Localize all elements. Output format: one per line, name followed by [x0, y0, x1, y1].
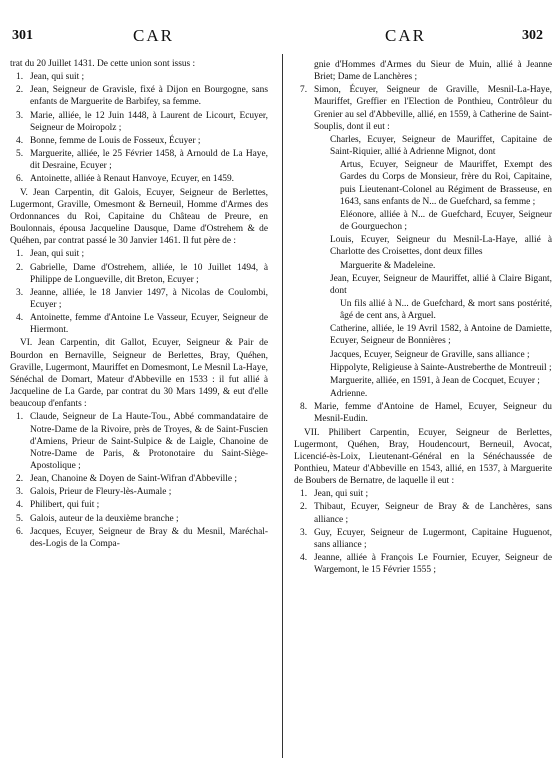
item-number: 4. [16, 135, 24, 146]
item-text: Antoinette, alliée à Renaut Hanvoye, Ecuyer, en 1459. [30, 174, 234, 185]
list-item [10, 84, 268, 108]
item-text: Guy, Ecuyer, Seigneur de Lugermont, Capitaine Huguenot, sans alliance ; [314, 527, 552, 550]
list-item [10, 526, 268, 550]
item-number: 6. [16, 526, 24, 537]
item-number: 1. [16, 72, 24, 83]
item-number: 7. [300, 85, 308, 96]
genealogy-entry: Adrienne. [330, 389, 368, 400]
grandchild-charles [294, 134, 552, 158]
item-number: 3. [300, 527, 308, 538]
item-text: Antoinette, femme d'Antoine Le Vasseur, Ecuyer, Seigneur de Hiermont. [30, 313, 268, 336]
item-number: 5. [16, 149, 24, 160]
list-item [10, 287, 268, 311]
list-item [10, 411, 268, 472]
list-item [294, 401, 552, 425]
list-item [10, 148, 268, 172]
genealogy-entry: Un fils allié à N... de Guefchard, & mort sans postérité, âgé de cent ans, à Arguel. [340, 298, 552, 322]
item-number: 1. [300, 489, 308, 500]
list-item [10, 499, 268, 511]
item-number: 6. [16, 174, 24, 185]
list-item [294, 84, 552, 133]
item-number: 2. [16, 474, 24, 485]
list-item [10, 473, 268, 485]
item-text: Jeanne, alliée à François Le Fournier, Ecuyer, Seigneur de Wargemont, le 15 Février 1555 ; [314, 553, 552, 576]
grandchild-jean [294, 273, 552, 297]
item-number: 2. [16, 85, 24, 96]
list-item [10, 135, 268, 147]
daughters-of-louis [294, 260, 552, 272]
list-item [10, 312, 268, 336]
running-header [0, 28, 557, 50]
genealogy-entry: Jacques, Ecuyer, Seigneur de Graville, sans alliance ; [330, 349, 530, 360]
item-number: 2. [16, 262, 24, 273]
item-number: 4. [300, 553, 308, 564]
great-grandchildren-charles [294, 159, 552, 233]
children-list-gen4 [10, 71, 268, 185]
item-number: 8. [300, 402, 308, 413]
item-number: 4. [16, 313, 24, 324]
item-text: Marguerite, alliée, le 25 Février 1458, à Arnould de La Haye, dit Desraine, Ecuyer ; [30, 149, 268, 172]
paragraph: VII. Philibert Carpentin, Ecuyer, Seigneur de Berlettes, Lugermont, Quéhen, Bray, Houdencourt, Berneuil, Avocat, Licencié-ès-Loix, Lieutenant-Général en la Sénéchaussée de Ponthieu, Mateur d'Abbeville en 1543, allié, en 1537, à Marguerite de Boubers de Bernatre, de laquelle il eut : [294, 427, 552, 487]
genealogy-entry: Louis, Ecuyer, Seigneur du Mesnil-La-Haye, allié à Charlotte des Croisettes, dont deux filles [330, 235, 552, 258]
item-text: Galois, auteur de la deuxième branche ; [30, 513, 179, 524]
list-item [10, 173, 268, 185]
intro-fragment [10, 58, 268, 70]
other-grandchildren [294, 323, 552, 400]
list-item [10, 513, 268, 525]
paragraph: trat du 20 Juillet 1431. De cette union sont issus : [10, 59, 196, 69]
generation-vi-paragraph [10, 337, 268, 410]
list-item [294, 488, 552, 500]
genealogy-entry: gnie d'Hommes d'Armes du Sieur de Muin, allié à Jeanne Briet; Dame de Lanchères ; [314, 60, 552, 83]
genealogy-entry: Eléonore, alliée à N... de Guefchard, Ecuyer, Seigneur de Gourguechon ; [340, 209, 552, 233]
item-text: Jean, qui suit ; [314, 489, 369, 500]
genealogy-entry: Artus, Ecuyer, Seigneur de Mauriffet, Exempt des Gardes du Corps de Monsieur, frère du Roi, Capitaine, puis Lieutenant-Colonel au Régiment de Brasseuse, en 1643, sans enfants de N... de Guefchard, sa femme ; [340, 160, 552, 207]
item-text: Philibert, qui fuit ; [30, 500, 100, 511]
item-number: 3. [16, 110, 24, 121]
genealogy-entry: Marguerite, alliée, en 1591, à Jean de Cocquet, Ecuyer ; [330, 375, 540, 386]
list-item [10, 262, 268, 286]
genealogy-entry: Hippolyte, Religieuse à Sainte-Austreberthe de Montreuil ; [330, 362, 552, 373]
list-item [10, 486, 268, 498]
list-item [294, 552, 552, 576]
list-item [10, 71, 268, 83]
item-number: 3. [16, 287, 24, 298]
item-text: Simon, Écuyer, Seigneur de Graville, Mesnil-La-Haye, Mauriffet, Greffier en l'Election de Ponthieu, Contrôleur du Grenier au sel d'Abbeville, allié, en 1559, à Catherine de Saint-Souplis, dont il eut : [314, 85, 552, 132]
list-item [294, 501, 552, 525]
list-item [10, 110, 268, 134]
item-text: Marie, femme d'Antoine de Hamel, Ecuyer, Seigneur du Mesnil-Eudin. [314, 402, 552, 425]
genealogy-entry: Jean, Ecuyer, Seigneur de Mauriffet, allié à Claire Bigant, dont [330, 273, 552, 296]
item-text: Jeanne, alliée, le 18 Janvier 1497, à Nicolas de Coulombi, Ecuyer ; [30, 287, 268, 310]
children-list-gen7 [294, 488, 552, 576]
paragraph: VI. Jean Carpentin, dit Gallot, Ecuyer, Seigneur & Pair de Bourdon en Bernaville, Seigneur de Berlettes, Bray, Quéhen, Graville, Lugermont, Mauriffet en Domesmont, Le Mesnil La-Haye, Sénéchal de Domart, Mateur d'Abbeville en 1533 : il fut allié à Jacqueline de La Garde, par contrat du 30 Mars 1499, & eut d'elle beaucoup d'enfants : [10, 338, 268, 410]
genealogy-entry: Marguerite & Madeleine. [340, 260, 436, 271]
left-running-title: CAR [133, 26, 174, 45]
right-running-title: CAR [385, 26, 426, 45]
genealogy-entry: Catherine, alliée, le 19 Avril 1582, à Antoine de Damiette, Ecuyer, Seigneur de Bonnières ; [330, 324, 552, 347]
item-number: 1. [16, 412, 24, 423]
child-simon-entry [294, 84, 552, 133]
item-text: Jean, qui suit ; [30, 72, 85, 83]
item-text: Bonne, femme de Louis de Fosseux, Écuyer ; [30, 135, 201, 146]
paragraph: V. Jean Carpentin, dit Galois, Ecuyer, Seigneur de Berlettes, Lugermont, Graville, Omesmont & Berneuil, Homme d'Armes des Ordonnances du Roi, Capitaine du Château de Preure, en Boulonnais, épousa Jacqueline Dausque, Dame d'Ostrehem & de Quéhen, par contrat passé le 30 Janvier 1461. Il fut père de : [10, 187, 268, 247]
right-page-number: 302 [522, 28, 543, 43]
item-number: 4. [16, 500, 24, 511]
right-column [294, 58, 552, 764]
item-text: Jean, qui suit ; [30, 249, 85, 260]
item-text: Gabrielle, Dame d'Ostrehem, alliée, le 10 Juillet 1494, à Philippe de Longueville, dit Breton, Ecuyer ; [30, 262, 268, 285]
item-text: Jean, Seigneur de Gravisle, fixé à Dijon en Bourgogne, sans enfants de Marguerite de Barbifey, sa femme. [30, 85, 268, 108]
item-text: Jacques, Ecuyer, Seigneur de Bray & du Mesnil, Maréchal-des-Logis de la Compa- [30, 526, 268, 549]
item-text: Marie, alliée, le 12 Juin 1448, à Laurent de Licourt, Ecuyer, Seigneur de Moiropolz ; [30, 110, 268, 133]
son-of-jean [294, 298, 552, 322]
children-list-gen5 [10, 248, 268, 336]
item-number: 2. [300, 502, 308, 513]
child-marie-entry [294, 401, 552, 425]
item-number: 5. [16, 513, 24, 524]
children-list-gen6 [10, 411, 268, 550]
generation-vii-paragraph [294, 427, 552, 488]
list-item [294, 527, 552, 551]
item-text: Thibaut, Ecuyer, Seigneur de Bray & de Lanchères, sans alliance ; [314, 502, 552, 525]
generation-v-paragraph [10, 187, 268, 248]
item-text: Galois, Prieur de Fleury-lès-Aumale ; [30, 487, 172, 498]
left-page-number: 301 [12, 28, 33, 43]
genealogy-entry: Charles, Ecuyer, Seigneur de Mauriffet, Capitaine de Saint-Riquier, allié à Adrienne Mignot, dont [330, 134, 552, 158]
column-divider [282, 54, 283, 758]
left-column [10, 58, 268, 764]
list-item [10, 248, 268, 260]
grandchild-louis [294, 234, 552, 258]
item-number: 3. [16, 487, 24, 498]
item-number: 1. [16, 249, 24, 260]
item-text: Jean, Chanoine & Doyen de Saint-Wifran d'Abbeville ; [30, 474, 237, 485]
continuation-fragment [294, 59, 552, 83]
item-text: Claude, Seigneur de La Haute-Tou., Abbé commandataire de Notre-Dame de la Rivoire, près de Troyes, & de Saint-Fuscien d'Amiens, Prieur de Saint-Sulpice & de Laigle, Chanoine de Notre-Dame de Paris, & Protonotaire du Saint-Siège-Apostolique ; [30, 412, 268, 471]
